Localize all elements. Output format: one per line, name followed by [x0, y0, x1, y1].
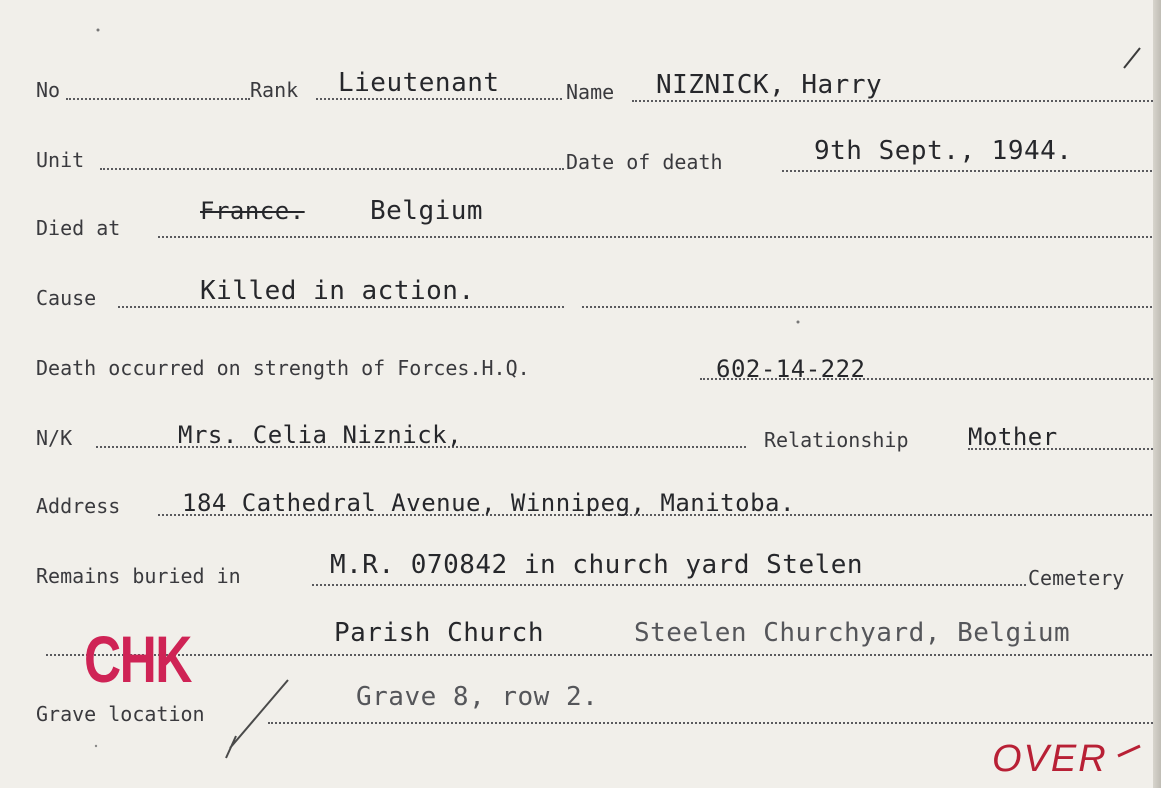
pencil-tick-top: [1124, 48, 1140, 68]
name-label: Name: [566, 80, 615, 104]
grave-location-label: Grave location: [36, 702, 205, 726]
pencil-tick-grave: [226, 680, 288, 758]
unit-label: Unit: [36, 148, 85, 172]
cause-label: Cause: [36, 286, 97, 310]
nk-value: Mrs. Celia Niznick,: [178, 421, 463, 449]
nk-label: N/K: [36, 426, 73, 450]
died-at-struck-value: France.: [200, 197, 305, 225]
relationship-label: Relationship: [764, 428, 909, 452]
smudge-dot: [97, 29, 100, 32]
address-label: Address: [36, 494, 121, 518]
date-of-death-value: 9th Sept., 1944.: [814, 136, 1073, 166]
date-of-death-label: Date of death: [566, 150, 723, 174]
churchyard-value: Steelen Churchyard, Belgium: [634, 618, 1071, 648]
cemetery-label: Cemetery: [1028, 566, 1125, 590]
rank-label: Rank: [250, 78, 299, 102]
grave-value: Grave 8, row 2.: [356, 682, 599, 712]
name-value: NIZNICK, Harry: [656, 70, 883, 100]
death-occurred-label: Death occurred on strength of Forces.H.Q.: [36, 356, 530, 380]
remains-value: M.R. 070842 in church yard Stelen: [330, 550, 864, 580]
address-value: 184 Cathedral Avenue, Winnipeg, Manitoba.: [182, 489, 795, 517]
remains-label: Remains buried in: [36, 564, 241, 588]
over-note: OVER: [992, 738, 1108, 780]
smudge-dot-3: [95, 745, 97, 747]
smudge-dot-2: [797, 321, 800, 324]
chk-stamp: CHK: [84, 622, 191, 696]
over-dash: [1118, 746, 1140, 756]
cause-value: Killed in action.: [200, 276, 475, 306]
died-at-value: Belgium: [370, 196, 484, 226]
died-at-label: Died at: [36, 216, 121, 240]
death-occurred-value: 602-14-222: [716, 355, 866, 383]
parish-church-value: Parish Church: [334, 618, 544, 648]
no-label: No: [36, 78, 61, 102]
relationship-value: Mother: [968, 423, 1058, 451]
rank-value: Lieutenant: [338, 68, 500, 98]
